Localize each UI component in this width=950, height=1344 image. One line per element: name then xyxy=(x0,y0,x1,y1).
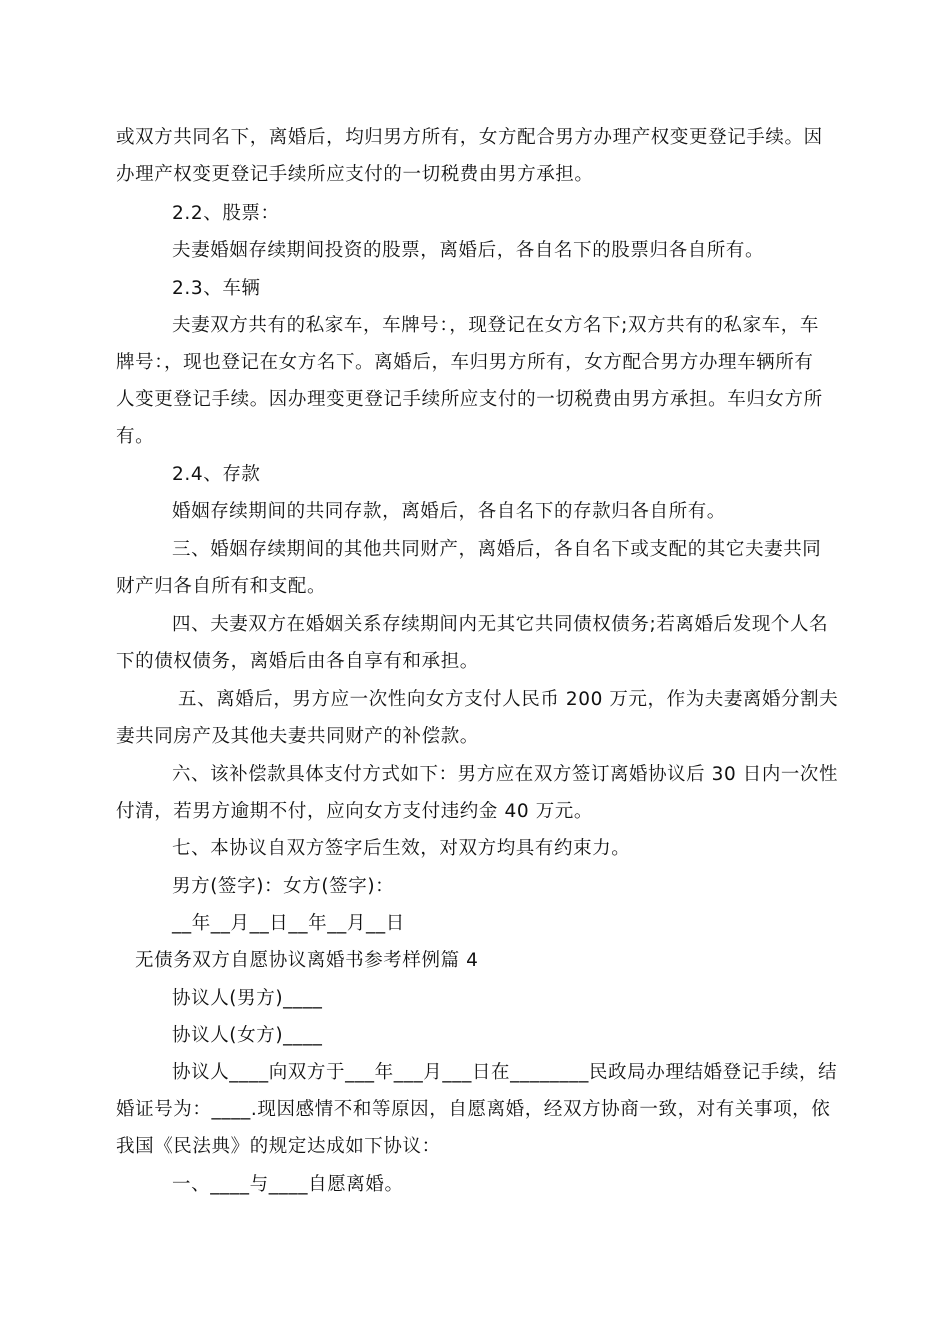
text-line: 协议人____向双方于___年___月___日在________民政局办理结婚登记手续，结 xyxy=(172,1062,838,1083)
text-line: 夫妻双方共有的私家车，车牌号：，现登记在女方名下;双方共有的私家车，车 xyxy=(172,315,819,336)
date-line: __年__月__日__年__月__日 xyxy=(172,913,405,934)
section-heading: 2.2、股票： xyxy=(172,203,280,224)
text-line: 办理产权变更登记手续所应支付的一切税费由男方承担。 xyxy=(116,164,594,185)
signature-line: 男方(签字)：女方(签字)： xyxy=(172,876,395,897)
section-heading: 2.3、车辆 xyxy=(172,278,261,299)
text-line: 婚姻存续期间的共同存款，离婚后，各自名下的存款归各自所有。 xyxy=(172,501,726,522)
text-line: 四、夫妻双方在婚姻关系存续期间内无其它共同债权债务;若离婚后发现个人名 xyxy=(172,614,829,635)
text-line: 婚证号为：____.现因感情不和等原因，自愿离婚，经双方协商一致，对有关事项，依 xyxy=(116,1099,831,1120)
text-line: 人变更登记手续。因办理变更登记手续所应支付的一切税费由男方承担。车归女方所 xyxy=(116,389,823,410)
text-line: 有。 xyxy=(116,426,155,447)
text-line: 五、离婚后，男方应一次性向女方支付人民币 200 万元，作为夫妻离婚分割夫 xyxy=(178,689,839,710)
text-line: 夫妻婚姻存续期间投资的股票，离婚后，各自名下的股票归各自所有。 xyxy=(172,240,765,261)
text-line: 三、婚姻存续期间的其他共同财产，离婚后，各自名下或支配的其它夫妻共同 xyxy=(172,539,822,560)
section-heading: 2.4、存款 xyxy=(172,464,261,485)
text-line: 财产归各自所有和支配。 xyxy=(116,576,327,597)
party-line: 协议人(女方)____ xyxy=(172,1025,323,1046)
text-line: 或双方共同名下，离婚后，均归男方所有，女方配合男方办理产权变更登记手续。因 xyxy=(116,127,823,148)
text-line: 七、本协议自双方签字后生效，对双方均具有约束力。 xyxy=(172,838,631,859)
text-line: 牌号：，现也登记在女方名下。离婚后，车归男方所有，女方配合男方办理车辆所有 xyxy=(116,352,814,373)
text-line: 一、____与____自愿离婚。 xyxy=(172,1174,404,1195)
text-line: 我国《民法典》的规定达成如下协议： xyxy=(116,1136,441,1157)
text-line: 付清，若男方逾期不付，应向女方支付违约金 40 万元。 xyxy=(116,801,594,822)
text-line: 下的债权债务，离婚后由各自享有和承担。 xyxy=(116,651,479,672)
party-line: 协议人(男方)____ xyxy=(172,988,323,1009)
text-line: 妻共同房产及其他夫妻共同财产的补偿款。 xyxy=(116,726,479,747)
text-line: 六、该补偿款具体支付方式如下：男方应在双方签订离婚协议后 30 日内一次性 xyxy=(172,764,839,785)
article-title: 无债务双方自愿协议离婚书参考样例篇 4 xyxy=(135,950,479,971)
